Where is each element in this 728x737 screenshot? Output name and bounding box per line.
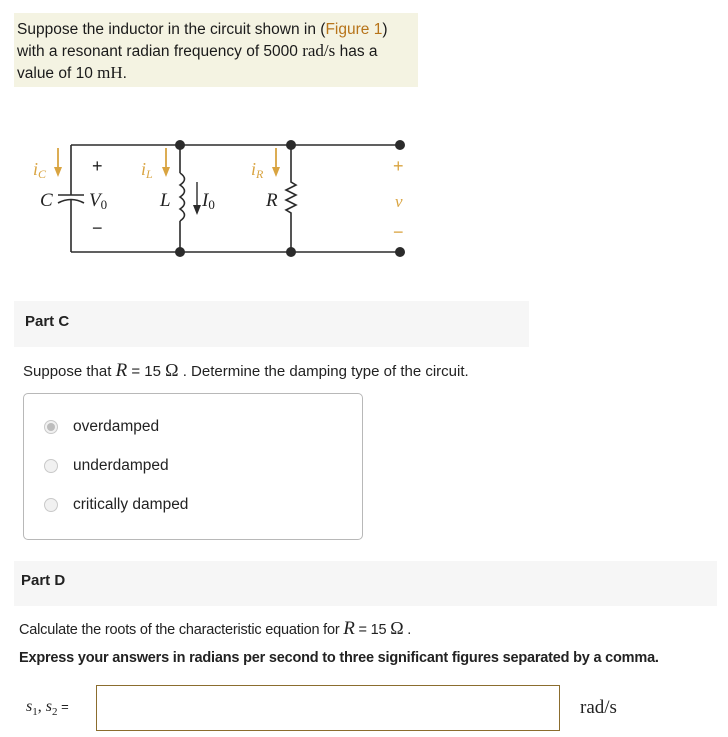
problem-intro [14, 13, 418, 87]
part-c-header[interactable] [14, 301, 529, 347]
part-c-title: Part C [25, 313, 70, 330]
part-d-instructions: Express your answers in radians per second to three significant figures separated by a comma. [19, 650, 659, 666]
svg-text:+: + [92, 156, 103, 176]
svg-text:iR: iR [251, 159, 264, 181]
ohm-symbol: Ω [165, 360, 179, 380]
option-underdamped[interactable]: underdamped [44, 457, 169, 475]
option-overdamped[interactable]: overdamped [44, 418, 159, 436]
part-d-title: Part D [21, 572, 66, 589]
radio-selected-icon[interactable] [44, 420, 58, 434]
roots-answer-input[interactable] [96, 685, 560, 731]
option-critically-damped[interactable]: critically damped [44, 496, 188, 514]
svg-text:iC: iC [33, 159, 47, 181]
svg-text:L: L [160, 190, 171, 211]
svg-text:R: R [266, 190, 278, 211]
answer-units: rad/s [580, 697, 617, 718]
radio-icon[interactable] [44, 459, 58, 473]
radio-icon[interactable] [44, 498, 58, 512]
part-d-header[interactable] [14, 561, 717, 606]
unit-mh: mH [97, 63, 123, 82]
svg-text:−: − [393, 222, 404, 242]
part-c-question: Suppose that R = 15 Ω . Determine the damping type of the circuit. [23, 360, 469, 381]
svg-text:iL: iL [141, 159, 153, 181]
svg-text:+: + [393, 156, 404, 176]
intro-line-3: value of 10 mH. [17, 63, 127, 82]
part-d-question: Calculate the roots of the characteristic equation for R = 15 Ω . [19, 618, 412, 639]
svg-text:v: v [395, 192, 403, 211]
ohm-symbol: Ω [390, 618, 404, 638]
svg-text:I0: I0 [202, 190, 215, 212]
damping-options [23, 393, 363, 540]
svg-text:C: C [40, 190, 53, 211]
intro-line-1: Suppose the inductor in the circuit shown in (Figure 1) [17, 21, 388, 38]
answer-label: $s_1$, $s_2$ = [26, 698, 69, 719]
unit-rad-s: rad/s [302, 41, 336, 60]
svg-text:−: − [92, 218, 103, 238]
figure-link[interactable]: Figure 1 [325, 21, 383, 38]
circuit-diagram [20, 130, 420, 270]
i0-arrow-icon [193, 182, 201, 215]
svg-text:V0: V0 [89, 190, 108, 212]
intro-line-2: with a resonant radian frequency of 5000 rad/s has a [17, 41, 378, 60]
